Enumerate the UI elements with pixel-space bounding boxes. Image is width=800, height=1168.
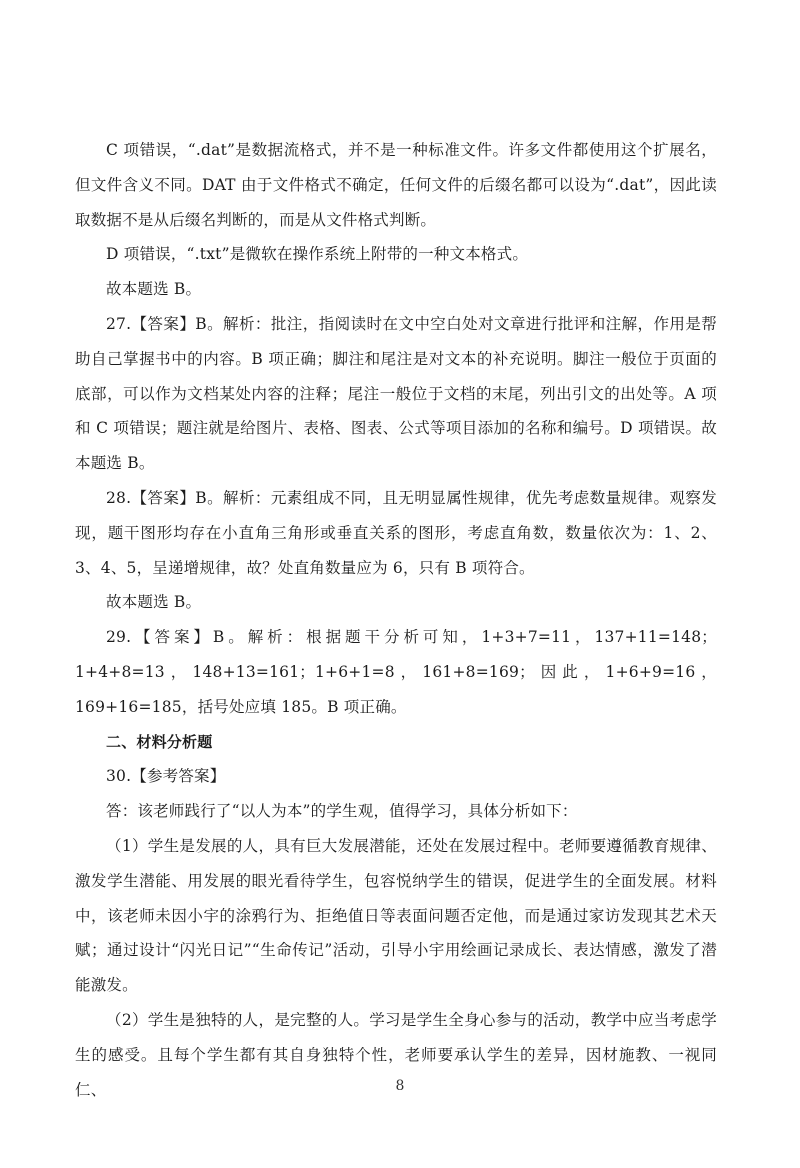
paragraph-conclusion-28: 故本题选 B。: [106, 593, 202, 612]
paragraph-option-c: C 项错误，“.dat”是数据流格式，并不是一种标准文件。许多文件都使用这个扩展名，但文件含义不同。DAT 由于文件格式不确定，任何文件的后缀名都可以设为“.dat”，因此读取数据不是从后缀名判断的，而是从文件格式判断。: [75, 141, 717, 229]
paragraph-answer-29: 29.【答案】B。解析：根据题干分析可知，1+3+7=11，137+11=148；1+4+8=13，148+13=161；1+6+1=8，161+8=169；因此，1+6+9=16，169+16=185，括号处应填 185。B 项正确。: [75, 628, 717, 716]
paragraph-point-2: （2）学生是独特的人，是完整的人。学习是学生全身心参与的活动，教学中应当考虑学生的感受。且每个学生都有其自身独特个性，老师要承认学生的差异，因材施教、一视同仁、: [75, 1010, 717, 1099]
page-number: 8: [395, 1078, 405, 1094]
paragraph-point-1: （1）学生是发展的人，具有巨大发展潜能，还处在发展过程中。老师要遵循教育规律、激发学生潜能、用发展的眼光看待学生，包容悦纳学生的错误，促进学生的全面发展。材料中，该老师未因小宇的涂鸦行为、拒绝值日等表面问题否定他，而是通过家访发现其艺术天赋；通过设计“闪光日记”“生命传记”活动，引导小宇用绘画记录成长、表达情感，激发了潜能激发。: [75, 836, 717, 995]
paragraph-option-d: D 项错误，“.txt”是微软在操作系统上附带的一种文本格式。: [106, 245, 529, 264]
paragraph-reference-answer-30: 30.【参考答案】: [106, 767, 226, 786]
page-content: [75, 133, 717, 1107]
paragraph-conclusion-26: 故本题选 B。: [106, 280, 202, 299]
paragraph-answer-27: 27.【答案】B。解析：批注，指阅读时在文中空白处对文章进行批评和注解，作用是帮助自己掌握书中的内容。B 项正确；脚注和尾注是对文本的补充说明。脚注一般位于页面的底部，可以作为文档某处内容的注释；尾注一般位于文档的末尾，列出引文的出处等。A 项和 C 项错误；题注就是给图片、表格、图表、公式等项目添加的名称和编号。D 项错误。故本题选 B。: [75, 314, 717, 473]
section-heading-material-analysis: 二、材料分析题: [106, 732, 213, 751]
paragraph-answer-intro: 答：该老师践行了“以人为本”的学生观，值得学习，具体分析如下：: [106, 802, 578, 821]
paragraph-answer-28: 28.【答案】B。解析：元素组成不同，且无明显属性规律，优先考虑数量规律。观察发现，题干图形均存在小直角三角形或垂直关系的图形，考虑直角数，数量依次为：1、2、3、4、5，呈递增规律，故？处直角数量应为 6，只有 B 项符合。: [75, 488, 717, 577]
